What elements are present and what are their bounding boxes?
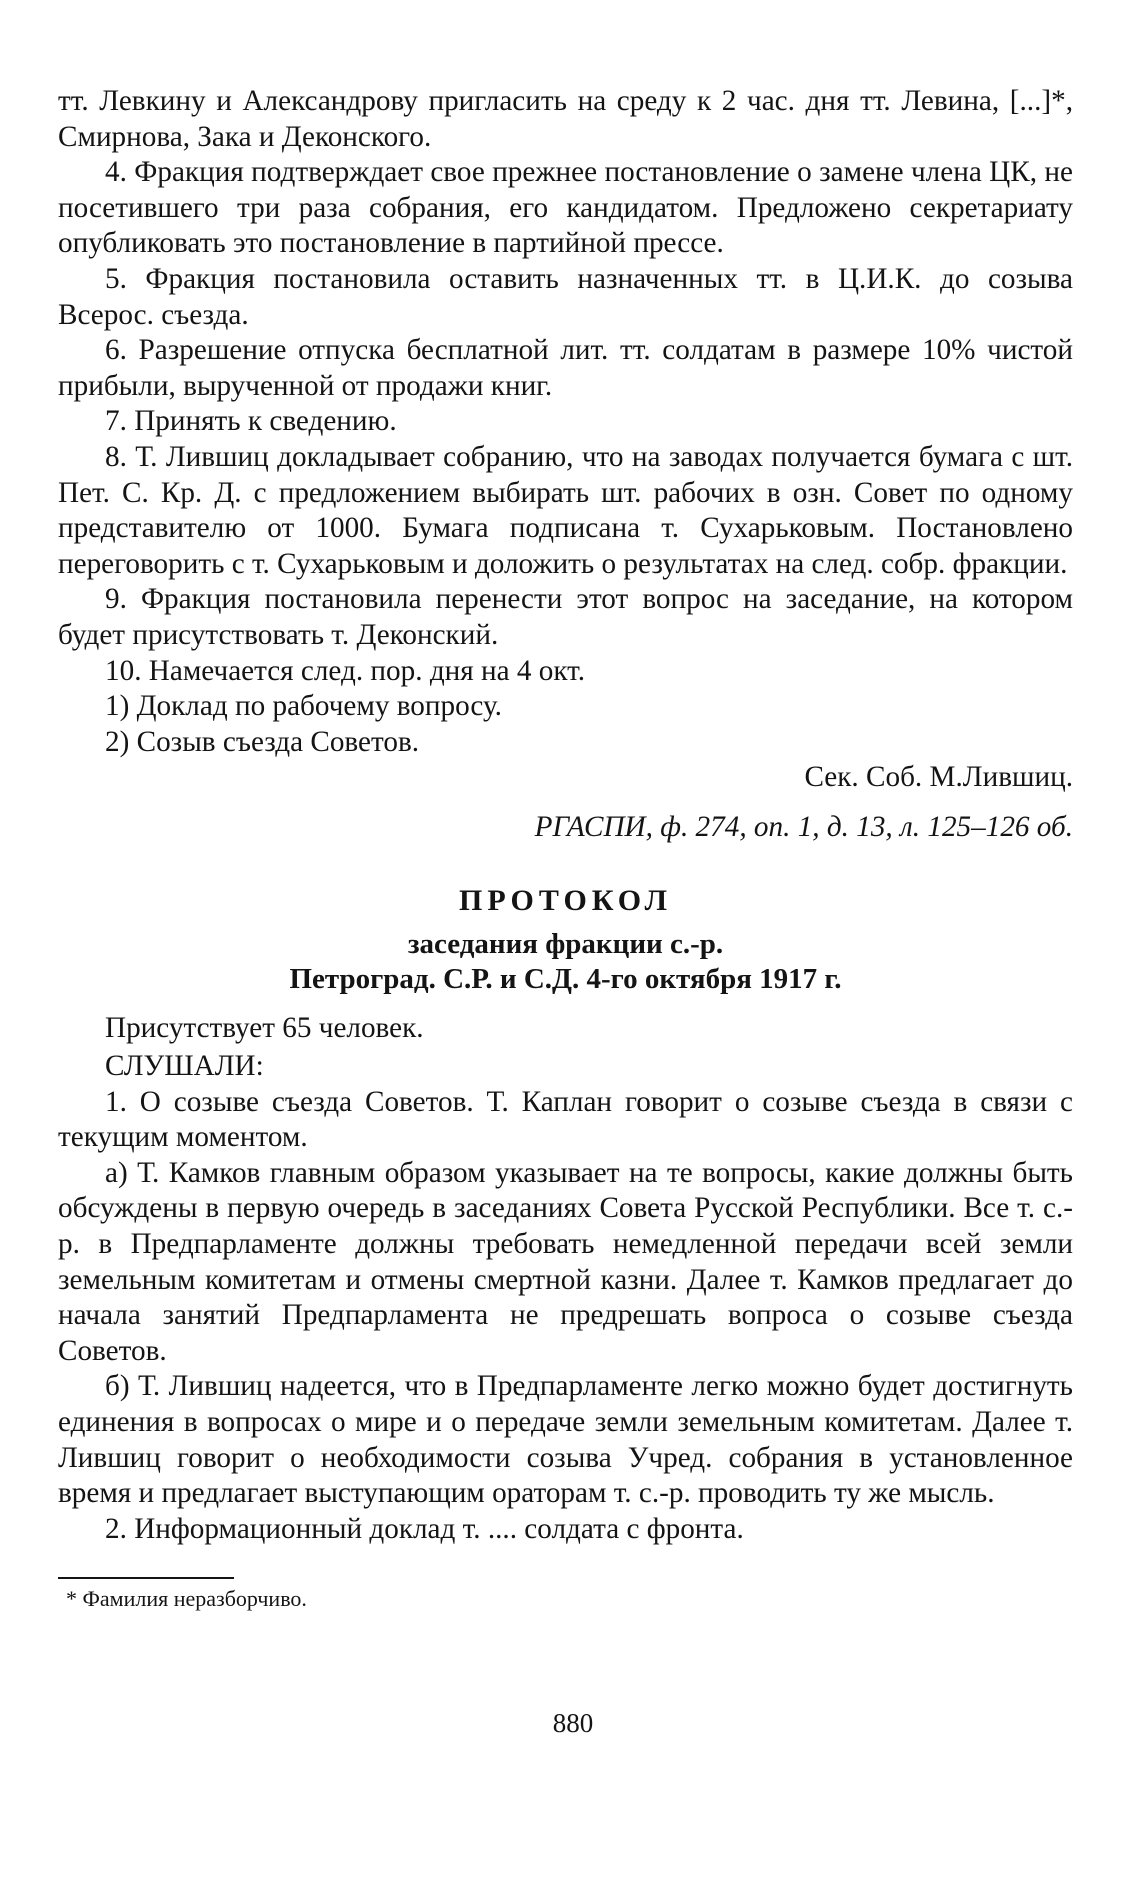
attendance: Присутствует 65 человек.	[105, 1012, 424, 1045]
paragraph-continuation: тт. Левкину и Александрову пригласить на среду к 2 час. дня тт. Левина, [...]*, Смирнова, Зака и Деконского.	[58, 85, 1073, 153]
paragraph-item-5: 5. Фракция постановила оставить назначенных тт. в Ц.И.К. до созыва Всерос. съезда.	[58, 262, 1073, 331]
heard-item-2: 2. Информационный доклад т. .... солдата с фронта.	[105, 1512, 744, 1545]
footnote: * Фамилия неразборчиво.	[66, 1586, 307, 1612]
paragraph-item-7: 7. Принять к сведению.	[105, 405, 397, 438]
paragraph-item-4: 4. Фракция подтверждает свое прежнее постановление о замене члена ЦК, не посетившего три раза собрания, его кандидатом. Предложено секретариату опубликовать это постановление в партийной прессе.	[58, 156, 1073, 260]
protocol-subtitle-2: Петроград. С.Р. и С.Д. 4-го октября 1917 г.	[289, 963, 842, 996]
paragraph-item-10: 10. Намечается след. пор. дня на 4 окт.	[105, 654, 586, 687]
agenda-item-1: 1) Доклад по рабочему вопросу.	[105, 690, 502, 723]
signature: Сек. Соб. М.Лившиц.	[804, 761, 1073, 794]
heard-heading: СЛУШАЛИ:	[105, 1050, 264, 1083]
paragraph-item-8: 8. Т. Лившиц докладывает собранию, что на заводах получается бумага с шт. Пет. С. Кр. Д. с предложением выбирать шт. рабочих в озн. Совет по одному представителю от 1000. Бумага подписана т. Сухарьковым. Постановлено переговорить с т. Сухарьковым и доложить о результатах на след. собр. фракции.	[58, 440, 1073, 580]
paragraph-item-9: 9. Фракция постановила перенести этот вопрос на заседание, на котором будет присутствовать т. Деконский.	[58, 583, 1073, 651]
heard-item-1: 1. О созыве съезда Советов. Т. Каплан говорит о созыве съезда в связи с текущим моментом.	[58, 1085, 1073, 1154]
heard-item-b: б) Т. Лившиц надеется, что в Предпарламенте легко можно будет достигнуть единения в вопросах о мире и о передаче земли земельным комитетам. Далее т. Лившиц говорит о необходимости созыва Учред. собрания в установленное время и предлагает выступающим ораторам т. с.-р. проводить ту же мысль.	[58, 1370, 1073, 1510]
footnote-divider	[58, 1577, 234, 1579]
agenda-item-2: 2) Созыв съезда Советов.	[105, 725, 420, 758]
archive-source: РГАСПИ, ф. 274, оп. 1, д. 13, л. 125–126 об.	[534, 810, 1073, 843]
page-number: 880	[552, 1708, 594, 1738]
heard-item-a: а) Т. Камков главным образом указывает на те вопросы, какие должны быть обсуждены в первую очередь в заседаниях Совета Русской Республики. Все т. с.-р. в Предпарламенте должны требовать немедленной передачи всей земли земельным комитетам и отмены смертной казни. Далее т. Камков предлагает до начала занятий Предпарламента не предрешать вопроса о созыве съезда Советов.	[58, 1156, 1073, 1367]
paragraph-item-6: 6. Разрешение отпуска бесплатной лит. тт. солдатам в размере 10% чистой прибыли, вырученной от продажи книг.	[58, 334, 1073, 402]
protocol-subtitle-1: заседания фракции с.-р.	[407, 928, 724, 961]
protocol-title: ПРОТОКОЛ	[459, 884, 672, 918]
